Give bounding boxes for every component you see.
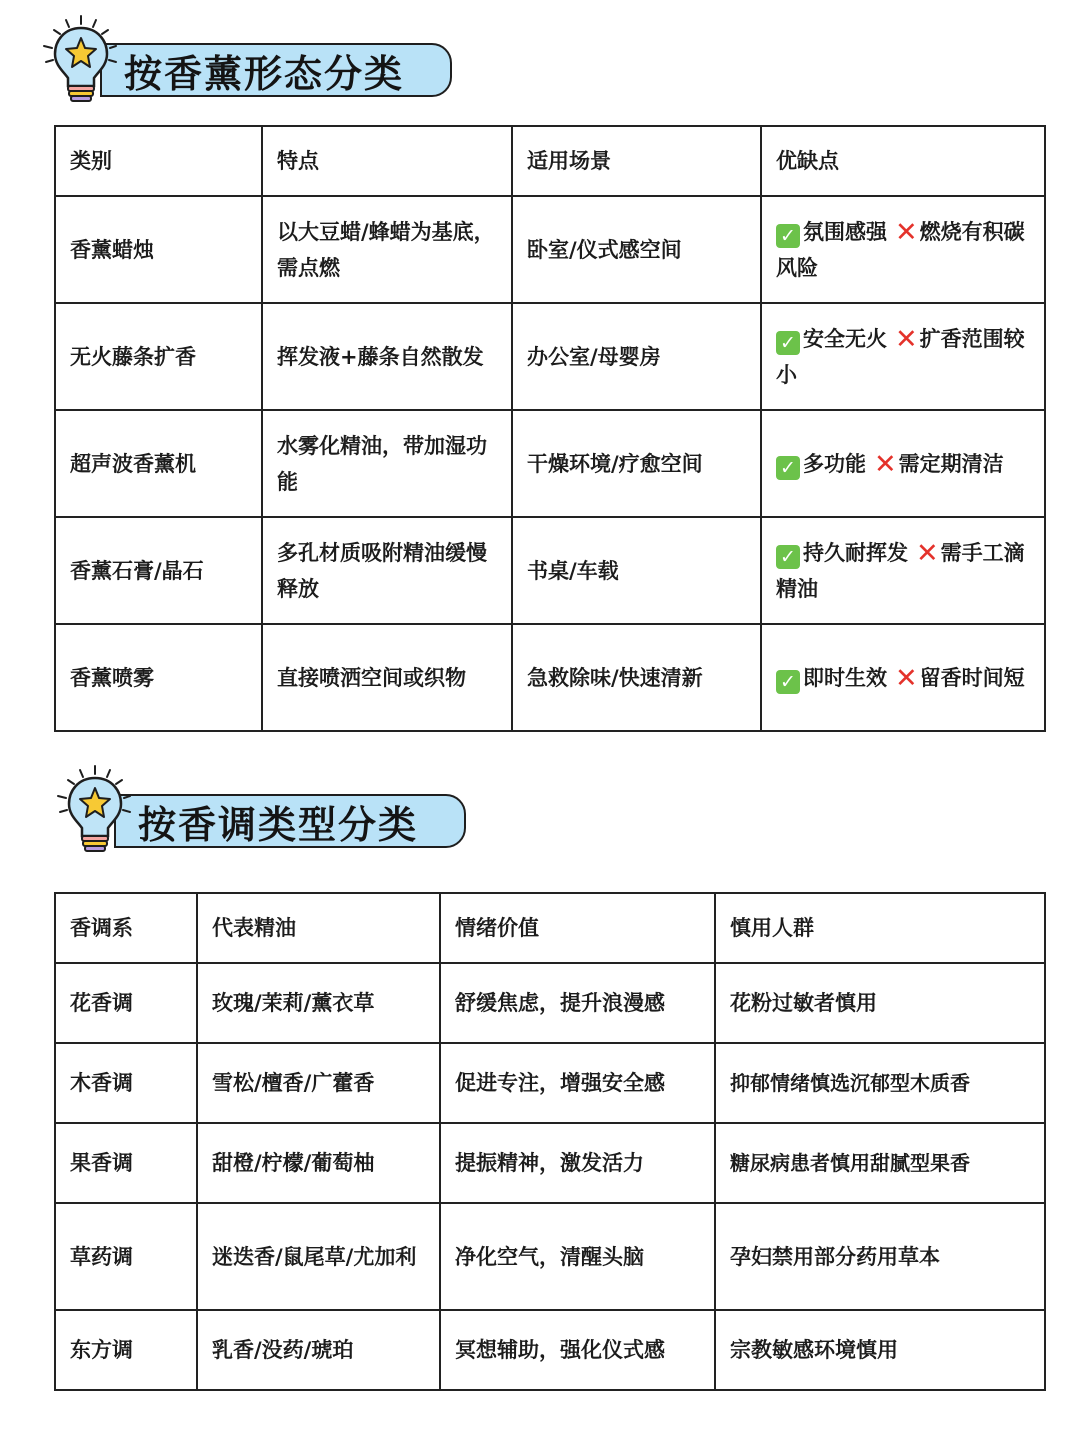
- pro-text: 安全无火: [803, 326, 887, 351]
- check-mark-icon: ✓: [776, 456, 800, 480]
- scene-cell: 书桌/车载: [512, 517, 761, 624]
- con-text: 留香时间短: [919, 665, 1025, 690]
- con-text: 燃烧有积碳风险: [776, 219, 1025, 280]
- check-mark-icon: ✓: [776, 670, 800, 694]
- emotion-cell: 舒缓焦虑，提升浪漫感: [440, 963, 715, 1043]
- family-cell: 花香调: [55, 963, 197, 1043]
- caution-cell: 孕妇禁用部分药用草本: [715, 1203, 1045, 1310]
- header-cell: 情绪价值: [440, 893, 715, 963]
- header-cell: 类别: [55, 126, 262, 196]
- section-title-banner: [100, 43, 452, 97]
- header-cell: 香调系: [55, 893, 197, 963]
- feature-cell: 挥发液+藤条自然散发: [262, 303, 512, 410]
- family-cell: 东方调: [55, 1310, 197, 1390]
- cross-mark-icon: ✕: [895, 216, 918, 248]
- oils-cell: 甜橙/柠檬/葡萄柚: [197, 1123, 440, 1203]
- emotion-cell: 提振精神，激发活力: [440, 1123, 715, 1203]
- emotion-cell: 促进专注，增强安全感: [440, 1043, 715, 1123]
- con-text: 扩香范围较小: [776, 326, 1025, 387]
- table-row: [55, 624, 1045, 731]
- feature-cell: 直接喷洒空间或织物: [262, 624, 512, 731]
- pro-text: 氛围感强: [803, 219, 887, 244]
- cross-mark-icon: ✕: [895, 323, 918, 355]
- caution-cell: 抑郁情绪慎选沉郁型木质香: [715, 1043, 1045, 1123]
- family-cell: 草药调: [55, 1203, 197, 1310]
- pros-cons-cell: [761, 410, 1045, 517]
- header-cell: 特点: [262, 126, 512, 196]
- scene-cell: 卧室/仪式感空间: [512, 196, 761, 303]
- feature-cell: 多孔材质吸附精油缓慢释放: [262, 517, 512, 624]
- header-cell: 优缺点: [761, 126, 1045, 196]
- table-row: [55, 1203, 1045, 1310]
- form-classification-table: [54, 125, 1046, 732]
- family-cell: 木香调: [55, 1043, 197, 1123]
- cross-mark-icon: ✕: [874, 448, 897, 480]
- table-row: [55, 410, 1045, 517]
- check-mark-icon: ✓: [776, 545, 800, 569]
- con-text: 需手工滴精油: [776, 540, 1025, 601]
- pro-text: 即时生效: [803, 665, 887, 690]
- category-cell: 超声波香薰机: [55, 410, 262, 517]
- section-title-banner: [114, 794, 466, 848]
- pro-text: 持久耐挥发: [803, 540, 908, 565]
- scene-cell: 办公室/母婴房: [512, 303, 761, 410]
- cross-mark-icon: ✕: [916, 537, 939, 569]
- category-cell: 香薰石膏/晶石: [55, 517, 262, 624]
- table-row: [55, 963, 1045, 1043]
- lightbulb-star-icon: [52, 762, 142, 858]
- header-cell: 代表精油: [197, 893, 440, 963]
- pros-cons-cell: [761, 624, 1045, 731]
- check-mark-icon: ✓: [776, 331, 800, 355]
- scene-cell: 干燥环境/疗愈空间: [512, 410, 761, 517]
- pro-text: 多功能: [803, 451, 866, 476]
- category-cell: 香薰喷雾: [55, 624, 262, 731]
- pros-cons-cell: [761, 303, 1045, 410]
- family-cell: 果香调: [55, 1123, 197, 1203]
- caution-cell: 糖尿病患者慎用甜腻型果香: [715, 1123, 1045, 1203]
- caution-cell: 花粉过敏者慎用: [715, 963, 1045, 1043]
- oils-cell: 乳香/没药/琥珀: [197, 1310, 440, 1390]
- header-cell: 慎用人群: [715, 893, 1045, 963]
- cross-mark-icon: ✕: [895, 662, 918, 694]
- oils-cell: 玫瑰/茉莉/薰衣草: [197, 963, 440, 1043]
- section-title-text: 按香调类型分类: [138, 802, 419, 847]
- check-mark-icon: ✓: [776, 224, 800, 248]
- table-row: [55, 1123, 1045, 1203]
- table-header-row: [55, 893, 1045, 963]
- category-cell: 香薰蜡烛: [55, 196, 262, 303]
- category-cell: 无火藤条扩香: [55, 303, 262, 410]
- feature-cell: 水雾化精油，带加湿功能: [262, 410, 512, 517]
- con-text: 需定期清洁: [898, 451, 1004, 476]
- emotion-cell: 冥想辅助，强化仪式感: [440, 1310, 715, 1390]
- table-row: [55, 196, 1045, 303]
- table-row: [55, 517, 1045, 624]
- oils-cell: 雪松/檀香/广藿香: [197, 1043, 440, 1123]
- section-title-text: 按香薰形态分类: [124, 51, 405, 96]
- scene-cell: 急救除味/快速清新: [512, 624, 761, 731]
- caution-cell: 宗教敏感环境慎用: [715, 1310, 1045, 1390]
- emotion-cell: 净化空气，清醒头脑: [440, 1203, 715, 1310]
- feature-cell: 以大豆蜡/蜂蜡为基底，需点燃: [262, 196, 512, 303]
- table-header-row: [55, 126, 1045, 196]
- table-row: [55, 1043, 1045, 1123]
- header-cell: 适用场景: [512, 126, 761, 196]
- pros-cons-cell: [761, 196, 1045, 303]
- oils-cell: 迷迭香/鼠尾草/尤加利: [197, 1203, 440, 1310]
- table-row: [55, 1310, 1045, 1390]
- scent-classification-table: [54, 892, 1046, 1391]
- pros-cons-cell: [761, 517, 1045, 624]
- table-row: [55, 303, 1045, 410]
- lightbulb-star-icon: [38, 12, 128, 108]
